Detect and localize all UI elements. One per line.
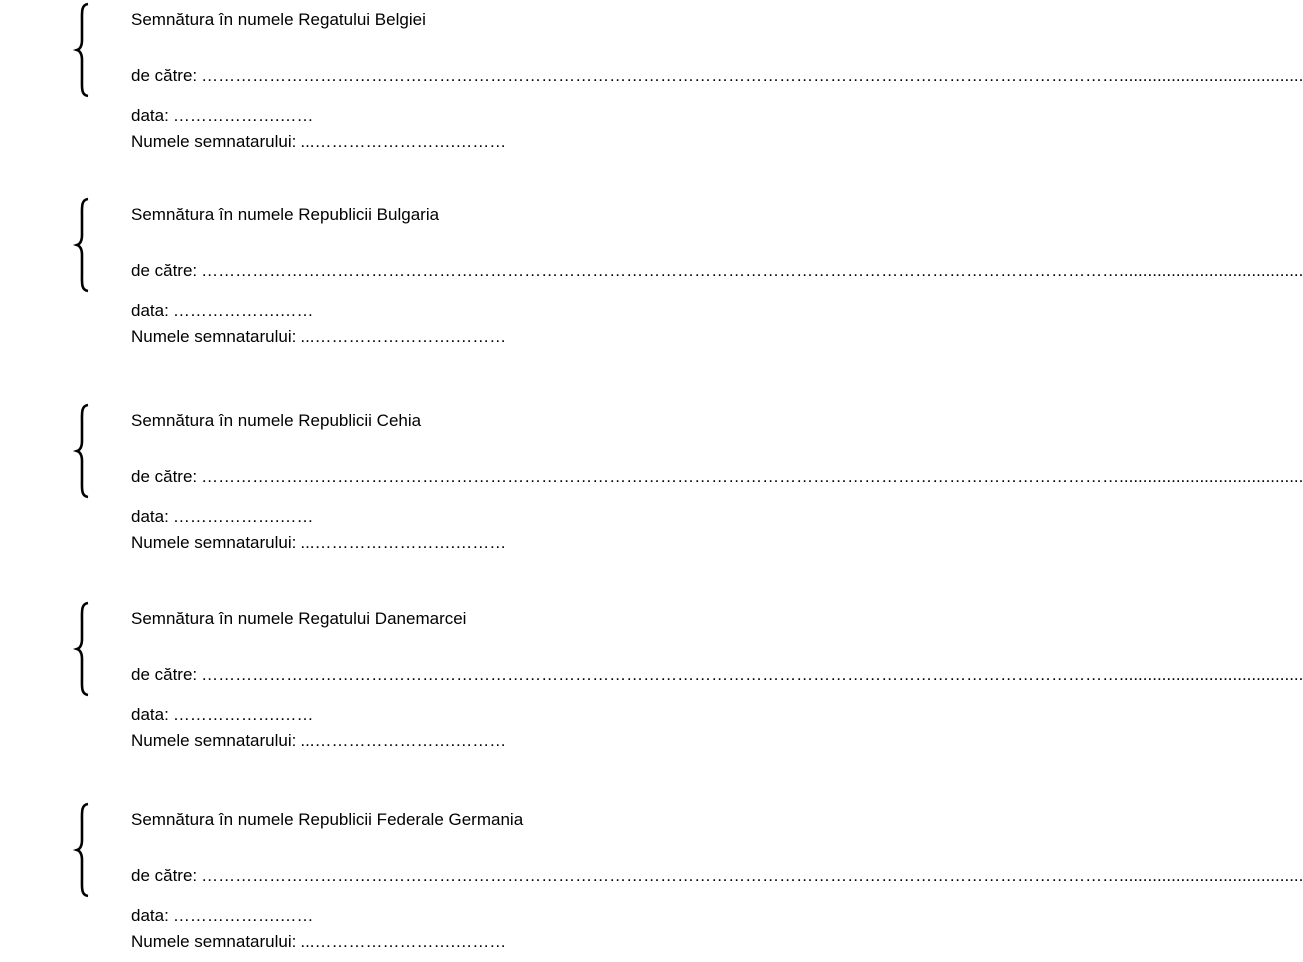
brace-icon — [74, 601, 92, 697]
date-label: data: — [131, 106, 169, 125]
brace-icon — [74, 802, 92, 898]
signature-title: Semnătura în numele Regatului Belgiei — [131, 10, 426, 29]
signer-name-line — [131, 731, 506, 751]
signed-by-line — [131, 261, 1303, 281]
signer-name-label: Numele semnatarului: — [131, 533, 297, 552]
by-fill: ………………………………………………………………………………………………………………………………………………....................................... — [201, 261, 1303, 280]
signer-name-label: Numele semnatarului: — [131, 932, 297, 951]
signature-title: Semnătura în numele Republicii Cehia — [131, 411, 422, 430]
signer-name-fill: ...…………………….……… — [300, 327, 507, 346]
signature-block-germany — [0, 802, 1303, 962]
by-fill: ………………………………………………………………………………………………………………………………………………....................................... — [201, 866, 1303, 885]
signed-by-line — [131, 467, 1303, 487]
by-label: de către: — [131, 467, 198, 486]
date-fill: ……………….…… — [172, 507, 314, 526]
date-line — [131, 106, 314, 126]
by-label: de către: — [131, 866, 198, 885]
signer-name-label: Numele semnatarului: — [131, 731, 297, 750]
signature-block-czech-republic — [0, 403, 1303, 563]
by-label: de către: — [131, 261, 198, 280]
by-label: de către: — [131, 665, 198, 684]
date-label: data: — [131, 507, 169, 526]
signature-title: Semnătura în numele Republicii Federale Germania — [131, 810, 524, 829]
signer-name-line — [131, 533, 506, 553]
signer-name-fill: ...…………………….……… — [300, 731, 507, 750]
by-fill: ………………………………………………………………………………………………………………………………………………....................................... — [201, 665, 1303, 684]
date-line — [131, 507, 314, 527]
by-label: de către: — [131, 66, 198, 85]
date-fill: ……………….…… — [172, 106, 314, 125]
signer-name-line — [131, 327, 506, 347]
date-label: data: — [131, 906, 169, 925]
signature-title: Semnătura în numele Regatului Danemarcei — [131, 609, 467, 628]
signature-title: Semnătura în numele Republicii Bulgaria — [131, 205, 440, 224]
signer-name-line — [131, 932, 506, 952]
signer-name-fill: ...…………………….……… — [300, 932, 507, 951]
date-line — [131, 906, 314, 926]
date-fill: ……………….…… — [172, 906, 314, 925]
signature-block-bulgaria — [0, 197, 1303, 357]
by-fill: ………………………………………………………………………………………………………………………………………………....................................... — [201, 467, 1303, 486]
signed-by-line — [131, 66, 1303, 86]
date-line — [131, 301, 314, 321]
date-label: data: — [131, 301, 169, 320]
brace-icon — [74, 197, 92, 293]
signed-by-line — [131, 665, 1303, 685]
signature-block-denmark — [0, 601, 1303, 761]
signature-block-belgium — [0, 2, 1303, 162]
by-fill: ………………………………………………………………………………………………………………………………………………....................................... — [201, 66, 1303, 85]
signer-name-fill: ...…………………….……… — [300, 533, 507, 552]
signer-name-label: Numele semnatarului: — [131, 327, 297, 346]
date-line — [131, 705, 314, 725]
date-label: data: — [131, 705, 169, 724]
signer-name-label: Numele semnatarului: — [131, 132, 297, 151]
brace-icon — [74, 403, 92, 499]
date-fill: ……………….…… — [172, 301, 314, 320]
brace-icon — [74, 2, 92, 98]
signed-by-line — [131, 866, 1303, 886]
signer-name-fill: ...…………………….……… — [300, 132, 507, 151]
date-fill: ……………….…… — [172, 705, 314, 724]
signer-name-line — [131, 132, 506, 152]
